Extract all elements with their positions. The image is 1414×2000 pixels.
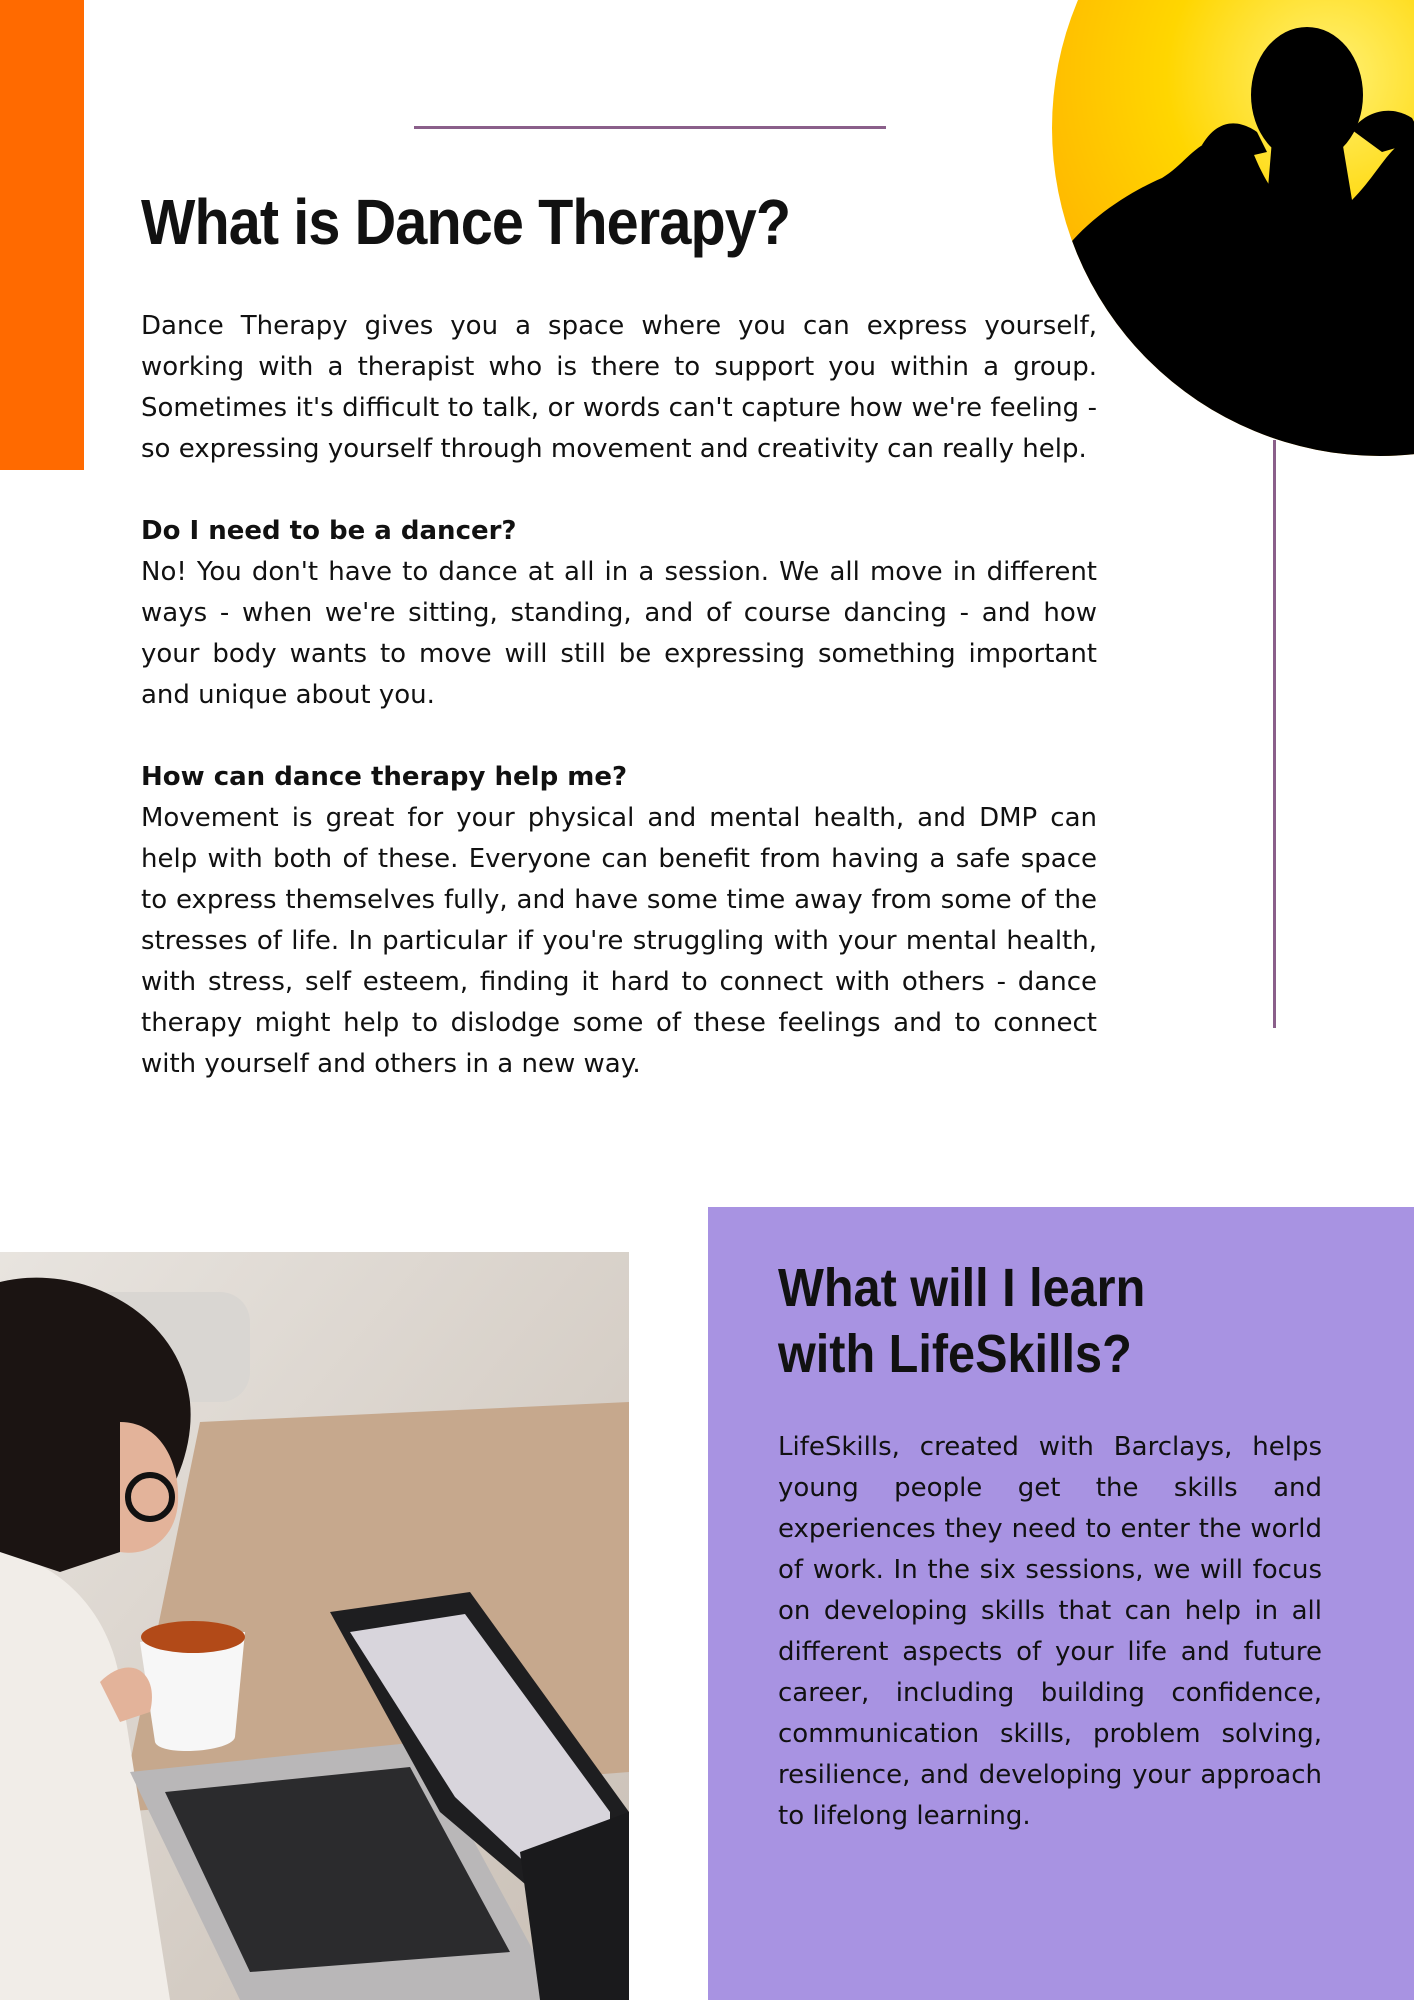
intro-paragraph: Dance Therapy gives you a space where you can express yourself, working with a therapist who is there to support you within a group. Sometimes it's difficult to talk, or words can't capture how we're feeling - so expressing yourself through movement and creativity can really help. xyxy=(141,311,1097,464)
lifeskills-body: LifeSkills, created with Barclays, helps young people get the skills and experiences they need to enter the world of work. In the six sessions, we will focus on developing skills that can help in all different aspects of your life and future career, including building confidence, communication skills, problem solving, resilience, and developing your approach to lifelong learning. xyxy=(778,1432,1322,1831)
faq-answer-help: Movement is great for your physical and mental health, and DMP can help with both of these. Everyone can benefit from having a safe space to express themselves fully, and have some time away from some of the stresses of life. In particular if you're struggling with your mental health, with stress, self esteem, finding it hard to connect with others - dance therapy might help to dislodge some of these feelings and to connect with yourself and others in a new way. xyxy=(141,803,1097,1079)
lifeskills-title-line1: What will I learn xyxy=(778,1258,1146,1318)
side-divider-line xyxy=(1273,440,1276,1028)
page-title: What is Dance Therapy? xyxy=(141,186,791,258)
faq-question-help: How can dance therapy help me? xyxy=(141,762,628,792)
faq-question-dancer: Do I need to be a dancer? xyxy=(141,516,517,546)
woman-laptop-photo xyxy=(0,1252,629,2000)
orange-accent-bar xyxy=(0,0,84,470)
lifeskills-panel xyxy=(708,1207,1414,2000)
dancer-silhouette-image xyxy=(1052,0,1414,456)
dancer-silhouette-icon xyxy=(1052,0,1414,456)
top-divider-line xyxy=(414,126,886,129)
faq-answer-dancer: No! You don't have to dance at all in a session. We all move in different ways - when we're sitting, standing, and of course dancing - and how your body wants to move will still be expressing something important and unique about you. xyxy=(141,557,1097,710)
lifeskills-title-line2: with LifeSkills? xyxy=(778,1324,1132,1384)
lifeskills-title xyxy=(778,1255,1282,1387)
main-content xyxy=(141,306,1097,1085)
woman-laptop-illustration xyxy=(0,1252,629,2000)
